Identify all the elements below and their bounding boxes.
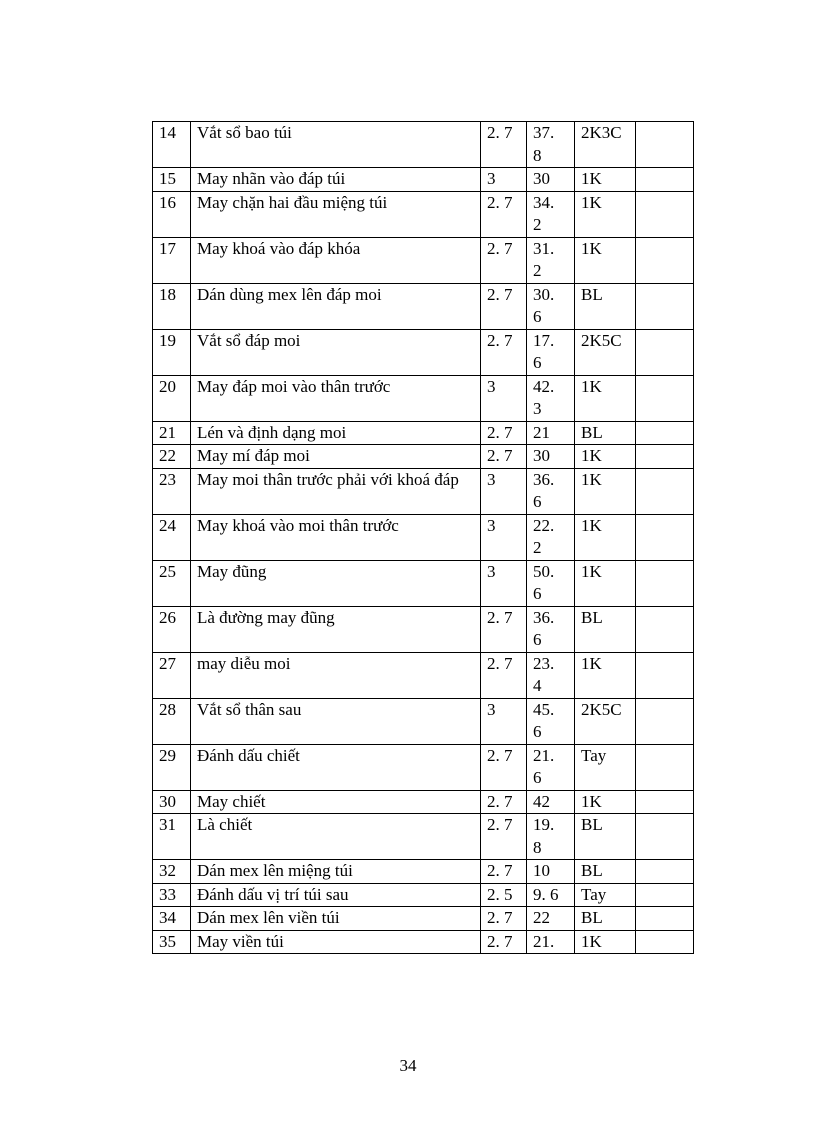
cell-operation-name: May nhãn vào đáp túi [191,168,481,192]
cell-time: 2. 7 [481,122,527,168]
cell-step-number: 34 [153,907,191,931]
cell-equipment: BL [575,421,636,445]
table-row [153,652,694,698]
cell-step-number: 15 [153,168,191,192]
table-row [153,814,694,860]
cell-time: 2. 7 [481,283,527,329]
cell-note [636,168,694,192]
cell-value: 21 [527,421,575,445]
cell-value: 21. 6 [527,744,575,790]
cell-value: 42 [527,790,575,814]
cell-time: 2. 7 [481,421,527,445]
cell-operation-name: Vắt sổ đáp moi [191,329,481,375]
cell-step-number: 33 [153,883,191,907]
cell-step-number: 22 [153,445,191,469]
cell-value: 30 [527,445,575,469]
cell-value: 45. 6 [527,698,575,744]
cell-value: 17. 6 [527,329,575,375]
cell-value: 9. 6 [527,883,575,907]
cell-note [636,191,694,237]
cell-step-number: 28 [153,698,191,744]
cell-operation-name: Đánh dấu vị trí túi sau [191,883,481,907]
cell-equipment: 1K [575,790,636,814]
table-row [153,883,694,907]
table-row [153,375,694,421]
cell-time: 3 [481,560,527,606]
table-row [153,744,694,790]
cell-value: 22. 2 [527,514,575,560]
cell-operation-name: May mí đáp moi [191,445,481,469]
table-row [153,860,694,884]
cell-step-number: 30 [153,790,191,814]
cell-note [636,930,694,954]
cell-value: 23. 4 [527,652,575,698]
cell-step-number: 29 [153,744,191,790]
cell-note [636,421,694,445]
cell-step-number: 21 [153,421,191,445]
cell-equipment: BL [575,283,636,329]
cell-note [636,468,694,514]
cell-time: 2. 7 [481,445,527,469]
cell-step-number: 23 [153,468,191,514]
cell-value: 30. 6 [527,283,575,329]
table-row [153,698,694,744]
cell-time: 3 [481,168,527,192]
table-row [153,606,694,652]
cell-note [636,283,694,329]
cell-note [636,698,694,744]
cell-time: 2. 7 [481,790,527,814]
cell-equipment: 1K [575,560,636,606]
cell-note [636,883,694,907]
cell-equipment: 1K [575,237,636,283]
cell-value: 19. 8 [527,814,575,860]
cell-step-number: 20 [153,375,191,421]
cell-time: 2. 5 [481,883,527,907]
cell-time: 2. 7 [481,652,527,698]
table-row [153,168,694,192]
cell-operation-name: Lén và định dạng moi [191,421,481,445]
cell-step-number: 24 [153,514,191,560]
cell-note [636,122,694,168]
cell-time: 2. 7 [481,606,527,652]
cell-value: 42. 3 [527,375,575,421]
cell-step-number: 19 [153,329,191,375]
cell-step-number: 27 [153,652,191,698]
cell-equipment: 1K [575,375,636,421]
cell-operation-name: Dán dùng mex lên đáp moi [191,283,481,329]
cell-operation-name: May khoá vào đáp khóa [191,237,481,283]
cell-note [636,907,694,931]
cell-equipment: 1K [575,191,636,237]
cell-operation-name: May chặn hai đầu miệng túi [191,191,481,237]
cell-value: 50. 6 [527,560,575,606]
cell-note [636,744,694,790]
table-row [153,237,694,283]
cell-equipment: 2K5C [575,698,636,744]
cell-note [636,860,694,884]
cell-operation-name: Dán mex lên viền túi [191,907,481,931]
cell-time: 3 [481,514,527,560]
table-row [153,468,694,514]
cell-equipment: 2K3C [575,122,636,168]
cell-equipment: 1K [575,445,636,469]
cell-step-number: 14 [153,122,191,168]
table-row [153,907,694,931]
cell-operation-name: Là đường may đũng [191,606,481,652]
cell-equipment: 1K [575,652,636,698]
cell-time: 2. 7 [481,744,527,790]
cell-operation-name: Là chiết [191,814,481,860]
page-number: 34 [399,1056,417,1075]
cell-operation-name: May viền túi [191,930,481,954]
cell-value: 34. 2 [527,191,575,237]
cell-equipment: BL [575,907,636,931]
table-row [153,560,694,606]
cell-note [636,560,694,606]
cell-time: 2. 7 [481,191,527,237]
cell-equipment: 1K [575,514,636,560]
cell-equipment: BL [575,606,636,652]
cell-equipment: 2K5C [575,329,636,375]
cell-time: 2. 7 [481,907,527,931]
cell-operation-name: May đũng [191,560,481,606]
table-row [153,191,694,237]
cell-value: 30 [527,168,575,192]
cell-value: 10 [527,860,575,884]
table-row [153,514,694,560]
table-row [153,445,694,469]
cell-time: 2. 7 [481,860,527,884]
cell-note [636,652,694,698]
table-row [153,421,694,445]
table-row [153,329,694,375]
cell-time: 2. 7 [481,930,527,954]
cell-time: 2. 7 [481,329,527,375]
cell-operation-name: Vắt sổ bao túi [191,122,481,168]
cell-time: 3 [481,698,527,744]
cell-note [636,375,694,421]
cell-operation-name: Vắt sổ thân sau [191,698,481,744]
cell-time: 2. 7 [481,814,527,860]
cell-note [636,814,694,860]
operations-table [152,121,694,954]
cell-value: 36. 6 [527,468,575,514]
cell-operation-name: May khoá vào moi thân trước [191,514,481,560]
cell-step-number: 25 [153,560,191,606]
cell-step-number: 26 [153,606,191,652]
cell-step-number: 18 [153,283,191,329]
cell-operation-name: May đáp moi vào thân trước [191,375,481,421]
cell-operation-name: Đánh dấu chiết [191,744,481,790]
cell-value: 21. [527,930,575,954]
cell-operation-name: May moi thân trước phải với khoá đáp [191,468,481,514]
cell-value: 37. 8 [527,122,575,168]
table-row [153,930,694,954]
cell-note [636,237,694,283]
cell-equipment: 1K [575,468,636,514]
cell-value: 31. 2 [527,237,575,283]
cell-equipment: 1K [575,930,636,954]
cell-note [636,514,694,560]
cell-equipment: 1K [575,168,636,192]
cell-operation-name: Dán mex lên miệng túi [191,860,481,884]
cell-step-number: 32 [153,860,191,884]
cell-value: 22 [527,907,575,931]
cell-step-number: 17 [153,237,191,283]
cell-time: 2. 7 [481,237,527,283]
cell-step-number: 31 [153,814,191,860]
operations-table-body [153,122,694,954]
cell-equipment: Tay [575,744,636,790]
table-row [153,790,694,814]
cell-equipment: BL [575,860,636,884]
cell-note [636,606,694,652]
cell-time: 3 [481,468,527,514]
cell-equipment: Tay [575,883,636,907]
cell-note [636,329,694,375]
cell-note [636,790,694,814]
cell-step-number: 35 [153,930,191,954]
table-row [153,283,694,329]
cell-operation-name: may diễu moi [191,652,481,698]
table-row [153,122,694,168]
cell-value: 36. 6 [527,606,575,652]
cell-equipment: BL [575,814,636,860]
cell-time: 3 [481,375,527,421]
cell-step-number: 16 [153,191,191,237]
cell-operation-name: May chiết [191,790,481,814]
cell-note [636,445,694,469]
